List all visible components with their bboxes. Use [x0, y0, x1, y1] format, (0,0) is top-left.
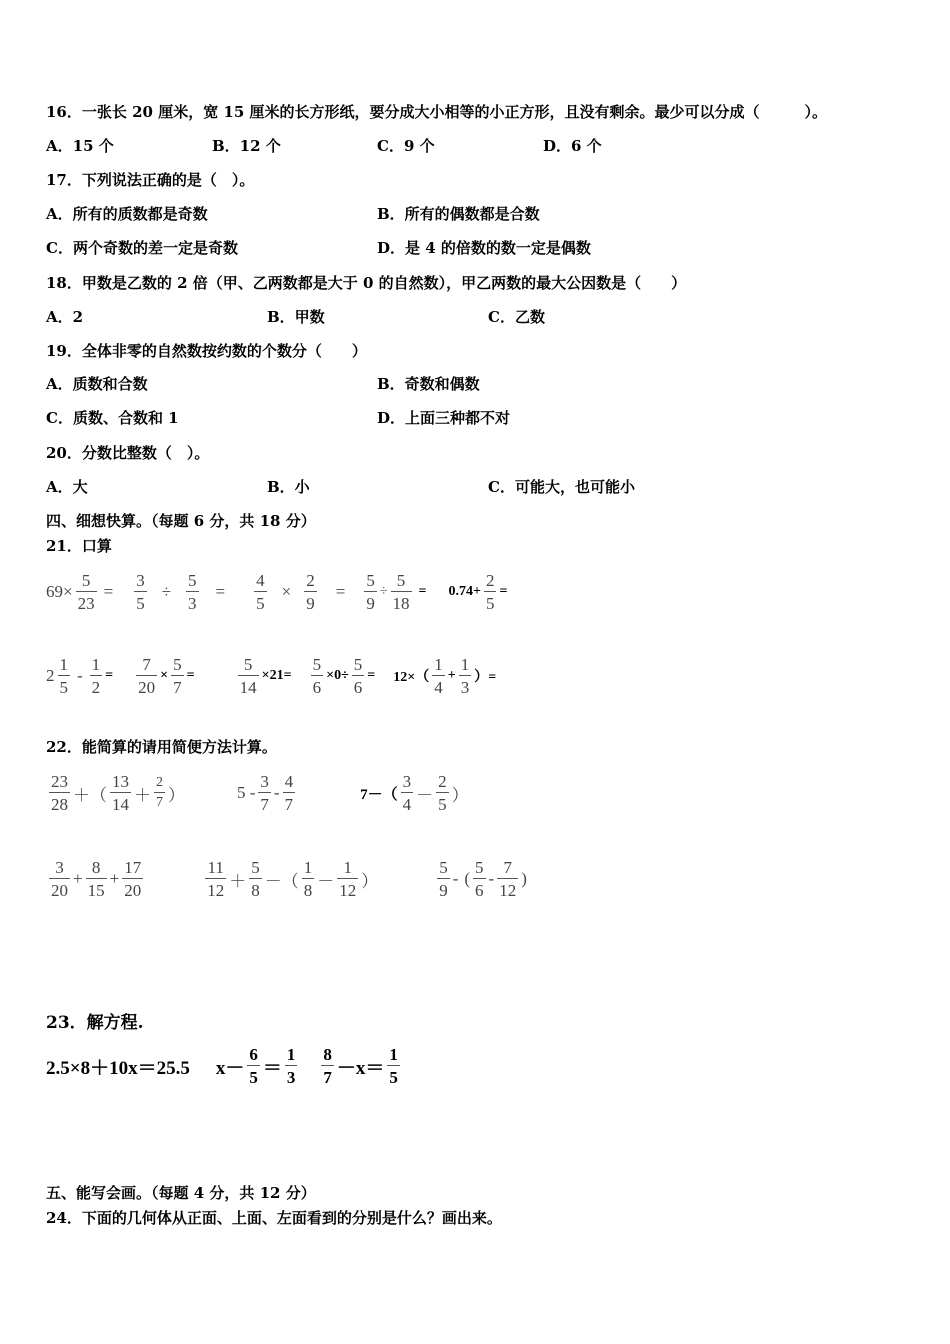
q16-option-a[interactable]: A．15 个: [46, 137, 114, 155]
section-5-heading: 五、能写会画。（每题 4 分，共 12 分）: [46, 1184, 316, 1202]
q18-option-c[interactable]: C．乙数: [488, 308, 545, 326]
q18-option-a[interactable]: A．2: [46, 308, 84, 326]
q24-stem: 24．下面的几何体从正面、上面、左面看到的分别是什么？画出来。: [46, 1209, 502, 1227]
q18-option-b[interactable]: B．甲数: [267, 308, 325, 326]
q21-stem: 21．口算: [46, 537, 112, 555]
q20-option-c[interactable]: C．可能大，也可能小: [488, 478, 635, 496]
q19-option-b[interactable]: B．奇数和偶数: [377, 375, 480, 393]
q16-option-c[interactable]: C．9 个: [377, 137, 435, 155]
q19-option-d[interactable]: D．上面三种都不对: [377, 409, 511, 427]
q21-row1: 69 × $\frac{5}{23}$ = $\frac{3}{5}$ ÷ $\frac{5}{3}$ = $\frac{4}{5}$ × $\frac{2}{9}$ = $\frac{5}{9}$ ÷ $\frac{5}{18}$ = 0.74+ $\frac{2}{5}$ =: [46, 571, 508, 613]
q17-stem: 17．下列说法正确的是（ ）。: [46, 171, 255, 189]
q23-stem: 23．解方程.: [46, 1013, 144, 1033]
q22-row1: $\frac{23}{28}$ ＋ （ $\frac{13}{14}$ ＋ $\frac{2}{7}$ ） 5 - $\frac{3}{7}$ - $\frac{4}{7}$ 7－（ $\frac{3}{4}$ － $\frac{2}{5}$ ）: [51, 772, 469, 814]
q20-option-a[interactable]: A．大: [46, 478, 88, 496]
q22-stem: 22．能简算的请用简便方法计算。: [46, 738, 277, 756]
q19-option-a[interactable]: A．质数和合数: [46, 375, 148, 393]
q19-option-c[interactable]: C．质数、合数和 1: [46, 409, 179, 427]
q22-row2: $\frac{3}{20}$ + $\frac{8}{15}$ + $\frac{17}{20}$ $\frac{11}{12}$ ＋ $\frac{5}{8}$ － （ $\frac{1}{8}$ － $\frac{1}{12}$ ） $\frac{5}{9}$ - ( $\frac{5}{6}$ - $\frac{7}{12}$ ): [51, 858, 527, 900]
q18-stem: 18．甲数是乙数的 2 倍（甲、乙两数都是大于 0 的自然数），甲乙两数的最大公因数是（ ）: [46, 274, 687, 292]
q23-equations: 2.5×8＋10x＝25.5 x－ $\frac{6}{5}$ ＝ $\frac{1}{3}$ $\frac{8}{7}$ －x＝ $\frac{1}{5}$: [46, 1045, 398, 1087]
q20-stem: 20．分数比整数（ ）。: [46, 444, 210, 462]
q20-option-b[interactable]: B．小: [267, 478, 310, 496]
q17-option-b[interactable]: B．所有的偶数都是合数: [377, 205, 540, 223]
q21-row2: 2 $\frac{1}{5}$ - $\frac{1}{2}$ = $\frac{7}{20}$ × $\frac{5}{7}$ = $\frac{5}{14}$ ×21= $\frac{5}{6}$ ×0÷ $\frac{5}{6}$ = 12×（ $\frac{1}{4}$ + $\frac{1}{3}$ ）=: [46, 655, 497, 697]
q16-option-b[interactable]: B．12 个: [212, 137, 281, 155]
q17-option-c[interactable]: C．两个奇数的差一定是奇数: [46, 239, 238, 257]
q19-stem: 19．全体非零的自然数按约数的个数分（ ）: [46, 342, 367, 360]
q17-option-a[interactable]: A．所有的质数都是奇数: [46, 205, 208, 223]
q17-option-d[interactable]: D．是 4 的倍数的数一定是偶数: [377, 239, 591, 257]
q16-stem: 16．一张长 20 厘米，宽 15 厘米的长方形纸，要分成大小相等的小正方形，且没有剩余。最少可以分成（ ）。: [46, 103, 828, 121]
section-4-heading: 四、细想快算。（每题 6 分，共 18 分）: [46, 512, 316, 530]
q16-option-d[interactable]: D．6 个: [543, 137, 602, 155]
